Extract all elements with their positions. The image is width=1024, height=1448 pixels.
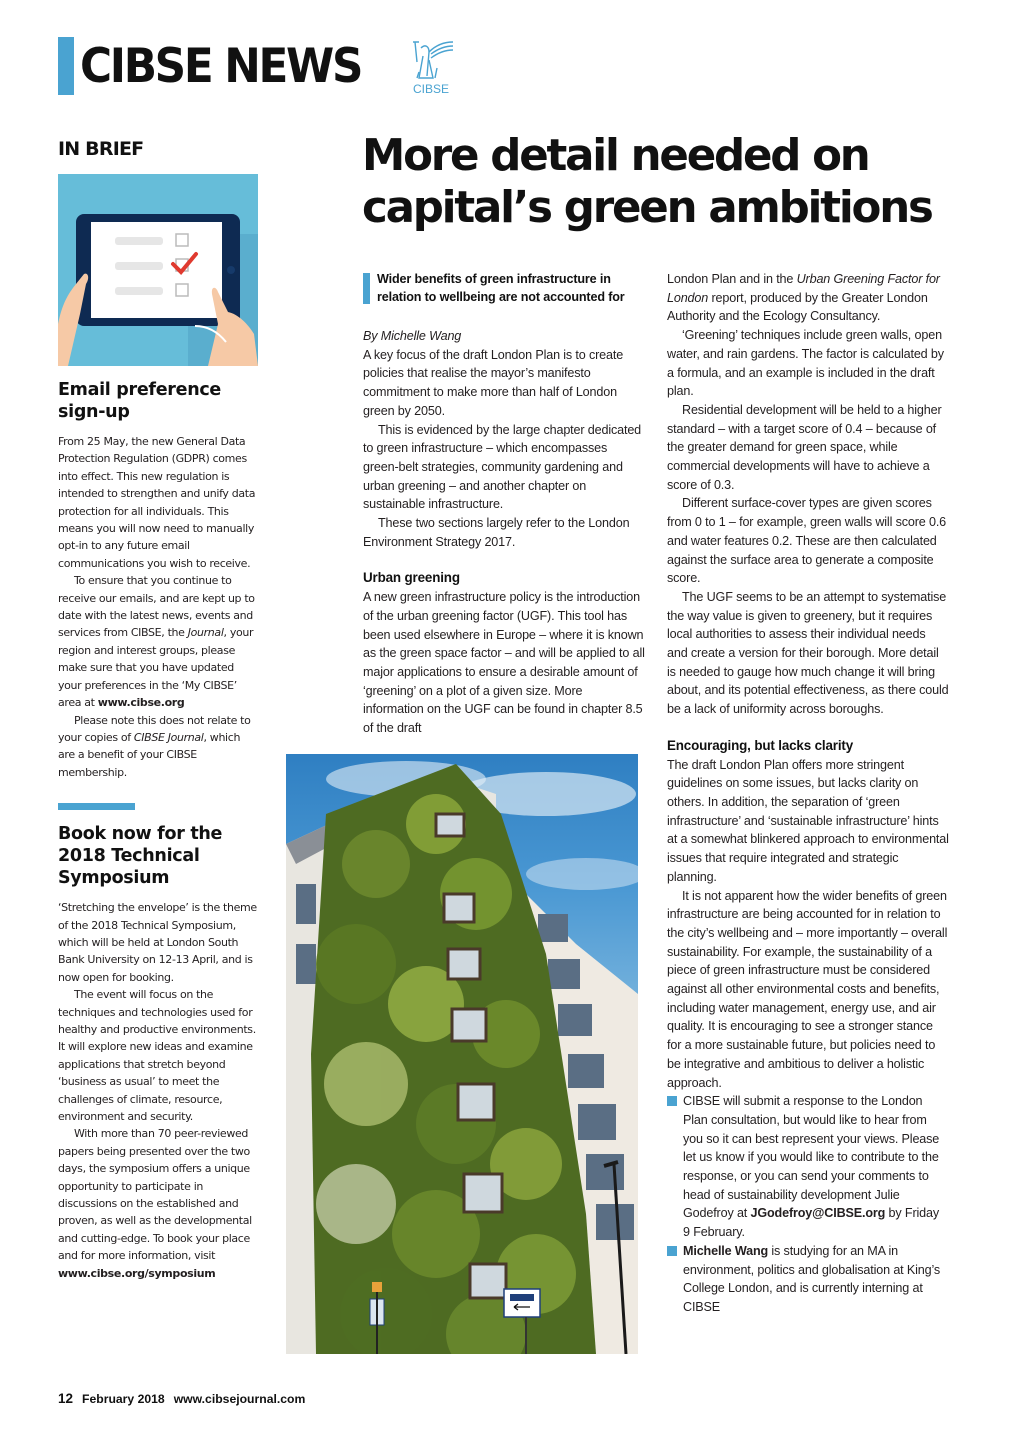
journal-url[interactable]: www.cibsejournal.com	[173, 1392, 306, 1406]
note-consultation: CIBSE will submit a response to the London Plan consultation, but would like to hear from you so it can best represent your views. Please let us know if you would like to contribute to the response, or you can send your comments to head of sustainability development Julie Godefroy at JGodefroy@CIBSE.org by Friday 9 February.	[667, 1092, 949, 1242]
note-author-bio: Michelle Wang is studying for an MA in environment, politics and globalisation at King’s College London, and is currently interning at CIBSE	[667, 1242, 949, 1317]
symposium-link[interactable]: www.cibse.org/symposium	[58, 1266, 216, 1280]
page-number: 12	[58, 1391, 74, 1406]
article-paragraph: Different surface-cover types are given scores from 0 to 1 – for example, green walls will score 0.6 and water features 0.2. These are then calculated against the surface area to generate a composite score.	[667, 496, 947, 586]
green-wall-photo	[286, 754, 638, 1354]
news-item-paragraph: With more than 70 peer-reviewed papers being presented over the two days, the symposium offers a unique opportunity to participate in discussions on the established and proven, as well as the developmental and cutting-edge. To book your place and for more information, visit www.cibse.org/symposium	[58, 1127, 252, 1280]
article-paragraph: The UGF seems to be an attempt to systematise the way value is given to greenery, but it requires local authorities to assess their individual needs and create a version for their borough. More detail is needed to gauge how much change it will bring about, and its potential effectiveness, as there could be a lack of uniformity across boroughs.	[667, 589, 949, 717]
bullet-square-icon	[667, 1096, 677, 1106]
news-item-technical-symposium	[58, 823, 258, 1282]
in-brief-label: IN BRIEF	[58, 138, 144, 160]
article-paragraph: London Plan and in the Urban Greening Factor for London report, produced by the Greater London Authority and the Ecology Consultancy.	[667, 272, 940, 324]
news-item-heading: Email preference sign-up	[58, 380, 221, 422]
subhead-encouraging: Encouraging, but lacks clarity	[667, 737, 853, 753]
section-divider	[58, 803, 135, 810]
masthead-accent-bar	[58, 37, 74, 95]
article-paragraph: ‘Greening’ techniques include green walls, open water, and rain gardens. The factor is calculated by a formula, and an example is included in the draft plan.	[667, 328, 944, 399]
news-item-paragraph: From 25 May, the new General Data Protection Regulation (GDPR) comes into effect. This new regulation is intended to strengthen and unify data protection for all individuals. This means you will now need to manually opt-in to any future email communications you wish to receive.	[58, 435, 256, 570]
cibse-website-link[interactable]: www.cibse.org	[97, 696, 185, 710]
byline: By Michelle Wang	[363, 329, 462, 343]
masthead	[58, 36, 382, 96]
article-paragraph: This is evidenced by the large chapter dedicated to green infrastructure – which encompasses green-belt strategies, community gardening and urban greening – and another chapter on sustainable infrastructure.	[363, 422, 642, 512]
news-item-paragraph: Please note this does not relate to your copies of CIBSE Journal, which are a benefit of your CIBSE membership.	[58, 713, 251, 779]
article-paragraph: These two sections largely refer to the London Environment Strategy 2017.	[363, 516, 630, 549]
svg-text:CIBSE: CIBSE	[412, 82, 450, 96]
issue-date: February 2018	[82, 1392, 165, 1406]
news-item-paragraph: To ensure that you continue to receive our emails, and are kept up to date with the latest news, events and services from CIBSE, the Journal, your region and interest groups, please make sure that you have updated your preferences in the ‘My CIBSE’ area at www.cibse.org	[58, 574, 255, 710]
article-paragraph: The draft London Plan offers more stringent guidelines on some issues, but lacks clarity on others. In addition, the separation of ‘green infrastructure’ and ‘sustainable infrastructure’ hints at a somewhat blinkered approach to environmental issues that require integrated and strategic planning.	[667, 757, 949, 884]
article-paragraph: Residential development will be held to a higher standard – with a target score of 0.4 – because of the greater demand for green space, while commercial developments will have to achieve a score of 0.3.	[667, 402, 942, 492]
article-paragraph: A key focus of the draft London Plan is to create policies that realise the mayor’s manifesto commitment to make more than half of London green by 2050.	[363, 347, 624, 418]
bullet-square-icon	[667, 1246, 677, 1256]
page-footer	[58, 1391, 305, 1406]
tablet-checklist-illustration	[58, 174, 258, 366]
standfirst-accent-bar	[363, 273, 370, 304]
news-item-paragraph: The event will focus on the techniques and technologies used for healthy and productive environments. It will explore new ideas and examine applications that stretch beyond ‘business as usual’ to meet the challenges of climate, resource, environment and security.	[58, 988, 256, 1123]
news-item-paragraph: ‘Stretching the envelope’ is the theme of the 2018 Technical Symposium, which will be held at London South Bank University on 12-13 April, and is now open for booking.	[58, 901, 257, 984]
article-paragraph: It is not apparent how the wider benefits of green infrastructure are being accounted for in relation to the city’s wellbeing and – more importantly – overall sustainability. For example, the sustainability of a piece of green infrastructure must be considered against all other environmental costs and benefits, including water management, energy use, and air quality. It is encouraging to see a stronger stance for a more sustainable future, but policies need to be integrative and ambitious to deliver a holistic approach.	[667, 888, 948, 1090]
article-headline: More detail needed on capital’s green ambitions	[362, 131, 932, 233]
news-item-email-preference	[58, 379, 258, 781]
standfirst: Wider benefits of green infrastructure in relation to wellbeing are not accounted for	[363, 270, 645, 306]
article-column-2	[667, 270, 949, 1317]
article-paragraph: A new green infrastructure policy is the introduction of the urban greening factor (UGF). This tool has been used elsewhere in Europe – where it is known as the green space factor – and will be applied to all major applications to ensure a desirable amount of ‘greening’ on a plot of a given size. More information on the UGF can be found in chapter 8.5 of the draft	[363, 590, 645, 736]
cibse-logo-icon	[407, 38, 455, 96]
subhead-urban-greening: Urban greening	[363, 570, 460, 586]
in-brief-sidebar	[58, 138, 258, 1282]
section-title: CIBSE NEWS	[80, 38, 362, 94]
article-column-1	[363, 270, 645, 738]
news-item-heading: Book now for the 2018 Technical Symposium	[58, 824, 223, 889]
email-link[interactable]: JGodefroy@CIBSE.org	[750, 1206, 886, 1221]
